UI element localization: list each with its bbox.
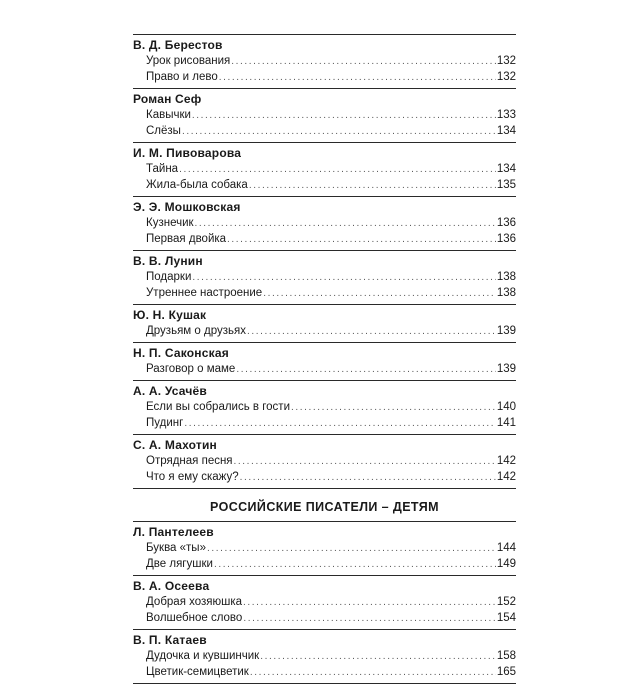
author-group [133,197,516,250]
toc-part-1 [133,35,516,489]
toc-entry [133,215,516,231]
toc-entry [133,556,516,572]
author-group [133,305,516,342]
toc-entry [133,323,516,339]
entry-page-number: 144 [496,542,516,554]
author-name: Ю. Н. Кушак [133,308,207,322]
table-of-contents [133,34,516,684]
author-name: Н. П. Саконская [133,346,229,360]
entry-title: Добрая хозяюшка [146,596,243,608]
dot-leader [184,416,495,432]
entry-title: Жила-была собака [146,179,248,191]
author-name: В. П. Катаев [133,633,207,647]
entry-page-number: 139 [496,325,516,337]
toc-entry [133,123,516,139]
entry-title: Отрядная песня [146,455,233,467]
dot-leader [263,286,496,302]
dot-leader [250,665,496,681]
dot-leader [234,454,496,470]
entry-page-number: 154 [496,612,516,624]
dot-leader [192,270,495,286]
toc-entry [133,664,516,680]
dot-leader [249,178,496,194]
author-group [133,143,516,196]
toc-entry [133,177,516,193]
author-group [133,343,516,380]
entry-page-number: 134 [496,125,516,137]
dot-leader [227,232,496,248]
entry-page-number: 149 [496,558,516,570]
entry-title: Дудочка и кувшинчик [146,650,260,662]
entry-page-number: 165 [496,666,516,678]
entry-page-number: 132 [496,55,516,67]
author-name: В. А. Осеева [133,579,210,593]
author-group [133,381,516,434]
toc-entry [133,415,516,431]
author-name: Роман Сеф [133,92,202,106]
entry-page-number: 136 [496,217,516,229]
entry-page-number: 142 [496,471,516,483]
dot-leader [192,108,496,124]
toc-entry [133,53,516,69]
toc-entry [133,469,516,485]
toc-entry [133,107,516,123]
entry-page-number: 139 [496,363,516,375]
toc-entry [133,648,516,664]
entry-title: Друзьям о друзьях [146,325,246,337]
entry-title: Кузнечик [146,217,194,229]
dot-leader [240,470,496,486]
entry-title: Тайна [146,163,179,175]
author-group [133,576,516,629]
entry-page-number: 152 [496,596,516,608]
entry-title: Если вы собрались в гости [146,401,290,413]
toc-entry [133,594,516,610]
dot-leader [207,541,496,557]
author-name: Э. Э. Мошковская [133,200,241,214]
dot-leader [179,162,496,178]
author-group [133,89,516,142]
toc-entry [133,399,516,415]
toc-part-2 [133,522,516,684]
entry-title: Первая двойка [146,233,227,245]
author-group [133,435,516,488]
dot-leader [260,649,496,665]
author-group [133,630,516,683]
author-name: С. А. Махотин [133,438,217,452]
entry-title: Утреннее настроение [146,287,263,299]
entry-title: Цветик-семицветик [146,666,249,678]
toc-entry [133,69,516,85]
dot-leader [243,595,496,611]
toc-entry [133,285,516,301]
author-group [133,522,516,575]
dot-leader [219,70,496,86]
author-name: Л. Пантелеев [133,525,214,539]
entry-title: Пудинг [146,417,184,429]
toc-entry [133,540,516,556]
entry-page-number: 158 [496,650,516,662]
entry-title: Что я ему скажу? [146,471,239,483]
toc-entry [133,231,516,247]
author-group [133,35,516,88]
toc-entry [133,610,516,626]
dot-leader [243,611,496,627]
entry-page-number: 132 [496,71,516,83]
entry-title: Подарки [146,271,192,283]
dot-leader [236,362,495,378]
entry-page-number: 142 [496,455,516,467]
toc-entry [133,361,516,377]
group-rule [133,488,516,489]
entry-title: Кавычки [146,109,191,121]
entry-page-number: 133 [496,109,516,121]
entry-page-number: 141 [496,417,516,429]
entry-page-number: 136 [496,233,516,245]
entry-title: Урок рисования [146,55,231,67]
entry-page-number: 134 [496,163,516,175]
toc-entry [133,453,516,469]
entry-page-number: 138 [496,287,516,299]
entry-title: Разговор о маме [146,363,236,375]
toc-entry [133,269,516,285]
dot-leader [247,324,496,340]
dot-leader [214,557,496,573]
entry-page-number: 140 [496,401,516,413]
author-name: В. В. Лунин [133,254,203,268]
dot-leader [182,124,496,140]
entry-title: Право и лево [146,71,218,83]
dot-leader [195,216,496,232]
author-name: В. Д. Берестов [133,38,223,52]
section-heading: РОССИЙСКИЕ ПИСАТЕЛИ – ДЕТЯМ [210,500,439,514]
entry-title: Буква «ты» [146,542,206,554]
entry-title: Две лягушки [146,558,213,570]
toc-entry [133,161,516,177]
author-name: И. М. Пивоварова [133,146,242,160]
author-group [133,251,516,304]
entry-title: Волшебное слово [146,612,243,624]
entry-page-number: 138 [496,271,516,283]
dot-leader [291,400,496,416]
entry-title: Слёзы [146,125,181,137]
dot-leader [231,54,496,70]
entry-page-number: 135 [496,179,516,191]
author-name: А. А. Усачёв [133,384,207,398]
